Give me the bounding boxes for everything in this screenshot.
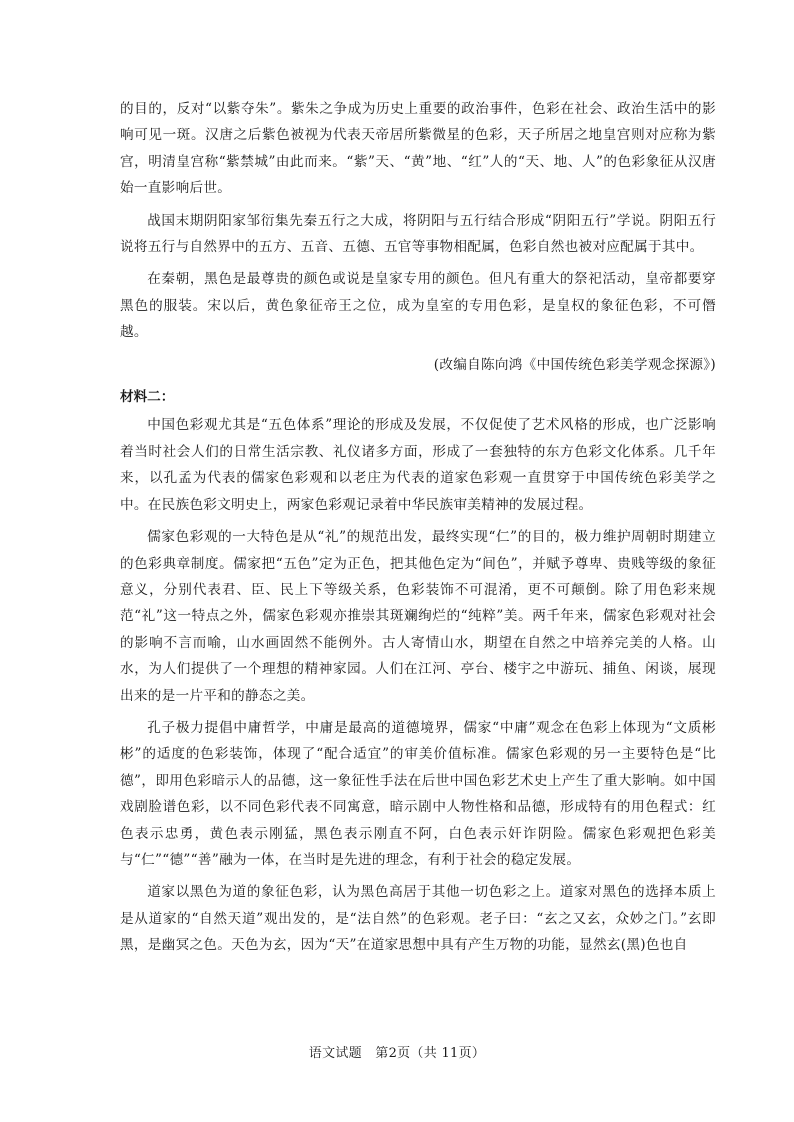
paragraph-qin-black: 在秦朝，黑色是最尊贵的颜色或说是皇家专用的颜色。但凡有重大的祭祀活动，皇帝都要穿黑色的服装。宋以后，黄色象征帝王之位，成为皇室的专用色彩，是皇权的象征色彩，不可僭越。	[120, 271, 716, 341]
material-2-heading: 材料二：	[120, 389, 175, 406]
source-citation: (改编自陈向鸿《中国传统色彩美学观念探源》)	[433, 356, 716, 373]
paragraph-yinyang-wuxing: 战国末期阴阳家邹衍集先秦五行之大成，将阴阳与五行结合形成“阴阳五行”学说。阴阳五行说将五行与自然界中的五方、五音、五德、五官等事物相配属，色彩自然也被对应配属于其中。	[120, 212, 716, 256]
paragraph-continuation: 的目的，反对“以紫夺朱”。紫朱之争成为历史上重要的政治事件，色彩在社会、政治生活中的影响可见一斑。汉唐之后紫色被视为代表天帝居所紫微星的色彩，天子所居之地皇宫则对应称为紫宫，明清皇宫称“紫禁城”由此而来。“紫”天、“黄”地、“红”人的“天、地、人”的色彩象征从汉唐始一直影响后世。	[120, 101, 716, 197]
paragraph-confucian-li: 儒家色彩观的一大特色是从“礼”的规范出发，最终实现“仁”的目的，极力维护周朝时期建立的色彩典章制度。儒家把“五色”定为正色，把其他色定为“间色”，并赋予尊卑、贵贱等级的象征意义，分别代表君、臣、民上下等级关系，色彩装饰不可混淆，更不可颠倒。除了用色彩来规范“礼”这一特点之外，儒家色彩观亦推崇其斑斓绚烂的“纯粹”美。两千年来，儒家色彩观对社会的影响不言而喻，山水画固然不能例外。古人寄情山水，期望在自然之中培养完美的人格。山水，为人们提供了一个理想的精神家园。人们在江河、亭台、楼宇之中游玩、捕鱼、闲谈，展现出来的是一片平和的静态之美。	[120, 529, 716, 704]
paragraph-taoist-black: 道家以黑色为道的象征色彩，认为黑色高居于其他一切色彩之上。道家对黑色的选择本质上是从道家的“自然天道”观出发的，是“法自然”的色彩观。老子曰：“玄之又玄，众妙之门。”玄即黑，是幽冥之色。天色为玄，因为“天”在道家思想中具有产生万物的功能，显然玄(黑)色也自	[120, 884, 716, 954]
page-footer: 语文试题 第2页（共 11页）	[308, 1046, 486, 1061]
document-body	[120, 96, 716, 965]
paragraph-five-color-system: 中国色彩观尤其是“五色体系”理论的形成及发展，不仅促使了艺术风格的形成，也广泛影响着当时社会人们的日常生活宗教、礼仪诸多方面，形成了一套独特的东方色彩文化体系。几千年来，以孔孟为代表的儒家色彩观和以老庄为代表的道家色彩观一直贯穿于中国传统色彩美学之中。在民族色彩文明史上，两家色彩观记录着中华民族审美精神的发展过程。	[120, 417, 716, 513]
paragraph-zhongyong: 孔子极力提倡中庸哲学，中庸是最高的道德境界，儒家“中庸”观念在色彩上体现为“文质彬彬”的适度的色彩装饰，体现了“配合适宜”的审美价值标准。儒家色彩观的另一主要特色是“比德”，即用色彩暗示人的品德，这一象征性手法在后世中国色彩艺术史上产生了重大影响。如中国戏剧脸谱色彩，以不同色彩代表不同寓意，暗示剧中人物性格和品德，形成特有的用色程式：红色表示忠勇，黄色表示刚猛，黑色表示刚直不阿，白色表示奸诈阴险。儒家色彩观把色彩美与“仁”“德”“善”融为一体，在当时是先进的理念，有利于社会的稳定发展。	[120, 719, 716, 868]
